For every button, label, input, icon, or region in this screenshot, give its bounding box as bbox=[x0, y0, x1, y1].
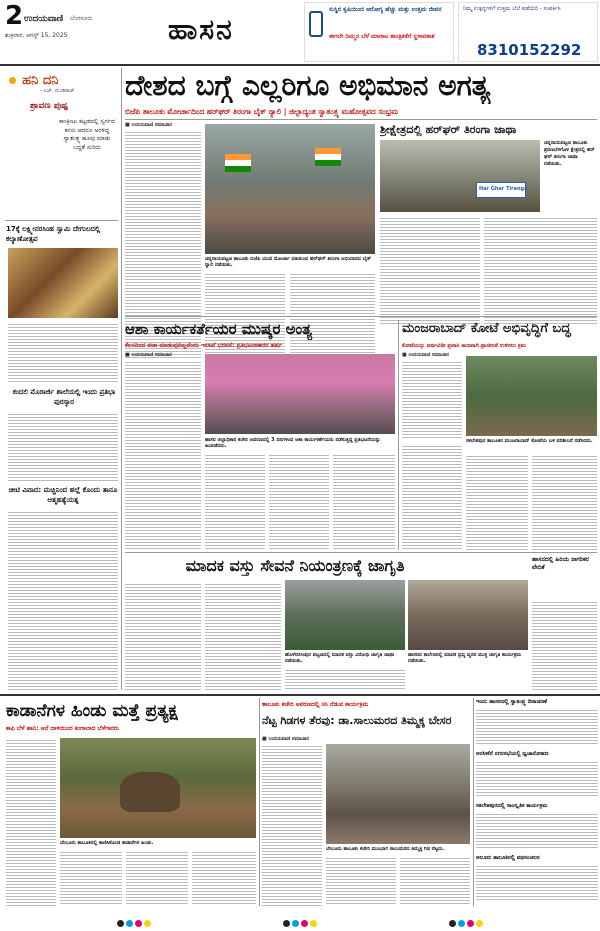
ad-banner-2 bbox=[458, 2, 598, 62]
drugs-text-col2 bbox=[205, 582, 281, 690]
elephant-icon bbox=[120, 772, 180, 812]
lead-photo-caption: ಚನ್ನರಾಯಪಟ್ಟಣ ತಾಲೂಕು ಬಿಜೆಪಿ ಯುವ ಮೋರ್ಚಾ ವತಿಯಿಂದ ಹರ್‌ಘರ್ ತಿರಂಗಾ ಅಭಿಯಾನದ ಬೈಕ್ ರ್‍ಯಾಲಿ ನಡೆಯಿತು. bbox=[205, 256, 371, 268]
manjarabad-text-col3 bbox=[466, 454, 528, 550]
drugs-caption-left: ಹೊಳೆನರಸೀಪುರ ಪಟ್ಟಣದಲ್ಲಿ ಮಾದಕ ವಸ್ತು ವಿರೋಧಿ ಜಾಗೃತಿ ಜಾಥಾ ನಡೆಯಿತು. bbox=[285, 652, 395, 664]
asha-text-col3 bbox=[269, 453, 329, 550]
brief-title: ಆಲೂರು ತಾಲೂಕಿನಲ್ಲಿ ಪಥಸಂಚಲನ bbox=[476, 855, 540, 861]
manjarabad-text-col1 bbox=[402, 360, 462, 440]
elephant-text-col3 bbox=[126, 850, 188, 906]
side-story-photo bbox=[380, 140, 540, 212]
manjarabad-text-col4 bbox=[532, 454, 597, 550]
ad-2-phone: 8310152292 bbox=[477, 41, 582, 59]
phone-icon bbox=[309, 11, 323, 37]
edition-city: ಬೆಂಗಳೂರು bbox=[70, 15, 93, 22]
cmyk-dot-icon bbox=[301, 920, 308, 927]
crime-headline: ಚೀಟಿ ವಿವಾದ: ಮಚ್ಚಿನಿಂದ ಹಲ್ಲೆ ಕೊಂದು ತಾನೂ ಆತ್ಮಹತ್ಯೆಯತ್ನ bbox=[8, 486, 118, 504]
section-title: ಹಾಸನ bbox=[168, 14, 234, 46]
flag-icon-2 bbox=[315, 148, 341, 166]
honey-logo bbox=[8, 70, 118, 86]
masthead-rule bbox=[0, 64, 600, 66]
elephant-photo bbox=[60, 738, 256, 838]
brief-title: ಇಂದು ಹಾಸನದಲ್ಲಿ ಸ್ವಾತಂತ್ರ್ಯ ದಿನಾಚರಣೆ bbox=[476, 699, 548, 705]
ad-1-highlight: ಈಗಲೇ ದಿಮ್ಮನ ಬೆಳೆ ಮಾರಾಟ ತಾಂತ್ರಿಕತೆಗೆ ಸ್ಥಳಾವಕಾಶ bbox=[329, 33, 435, 40]
ad-1-text: ಸುಸ್ಥಿರ ಕೃಷಿಯಿಂದ ಆರೋಗ್ಯ ಹೆಚ್ಚು ಮತ್ತು ಉತ್ತಮ ಜೀವನ bbox=[329, 6, 442, 13]
honey-rule bbox=[5, 220, 118, 221]
cmyk-dot-icon bbox=[126, 920, 133, 927]
elephant-text-col1 bbox=[6, 738, 56, 906]
elephant-text-col2 bbox=[60, 850, 122, 906]
side-story-headline: ಶ್ರೀಕ್ಷೇತ್ರದಲ್ಲಿ ಹರ್‌ಘರ್ ತಿರಂಗಾ ಜಾಥಾ bbox=[380, 123, 517, 136]
paper-name: ಉದಯವಾಣಿ bbox=[24, 14, 64, 24]
brief-title: ಅರಸೀಕೆರೆ ನಗರಸಭೆಯಲ್ಲಿ ಧ್ವಜಾರೋಹಣ bbox=[476, 751, 549, 757]
drugs-text-col1 bbox=[125, 582, 201, 690]
lead-byline: ■ ಉದಯವಾಣಿ ಸಮಾಚಾರ bbox=[125, 122, 172, 128]
poem-title: ಶ್ರಾವಣ ಪುಷ್ಪ bbox=[30, 101, 68, 111]
manjarabad-photo bbox=[466, 356, 597, 436]
drugs-photo-left bbox=[285, 580, 405, 650]
side-story-text-1 bbox=[380, 216, 480, 326]
tree-briefs-rule bbox=[473, 698, 474, 906]
elephant-text-col4 bbox=[192, 850, 256, 906]
lead-photo bbox=[205, 124, 375, 254]
lead-subhead-rule bbox=[125, 119, 597, 120]
lead-bottom-rule bbox=[125, 316, 597, 317]
manjarabad-headline: ಮಂಜರಾಬಾದ್ ಕೋಟೆ ಅಭಿವೃದ್ಧಿಗೆ ಬದ್ಧ bbox=[402, 321, 571, 336]
asha-subhead: ಕೆಲಸದಿಂದ ವಜಾ ಮಾಡುವುದಿಲ್ಲವೆಂದು ಇಲಾಖೆ ಭರವಸೆ: ಪ್ರತಿಭಟನಾಕಾರರ ಹರ್ಷ bbox=[125, 342, 282, 349]
honey-author: - ಎಚ್. ದುಂಡಿರಾಜ್ bbox=[40, 88, 75, 94]
poem-text: ಕಾಂಕ್ರೀಟು ಕಟ್ಟಡದಲ್ಲಿ ಸ್ವರ್ಗದ ಕನಸು ಆದರೂ ಅರಳಿದ್ದ ಸ್ವಾತಂತ್ರ್ಯ ಹೂವು ಮಾಡು ಬದ್ಧತೆ ಸುರಿದು bbox=[59, 118, 115, 151]
asha-text-col1 bbox=[125, 360, 201, 550]
side-story-caption: ಚನ್ನರಾಯಪಟ್ಟಣ ತಾಲೂಕು ಶ್ರವಣಬೆಳಗೊಳ ಕ್ಷೇತ್ರದಲ್ಲಿ ಹರ್ ಘರ್ ತಿರಂಗಾ ಜಾಥಾ ನಡೆಯಿತು. bbox=[544, 140, 595, 167]
cmyk-dot-icon bbox=[283, 920, 290, 927]
tree-text-col3 bbox=[400, 856, 470, 906]
temple-headline: 17ಕ್ಕೆ ಲಕ್ಷ್ಮೀನರಸಿಂಹ ಸ್ವಾಮಿ ದೇಗುಲದಲ್ಲಿ ಕಲ್ಯಾಣೋತ್ಸವ bbox=[6, 225, 101, 243]
honey-logo-text: ಹನಿ ದನಿ bbox=[22, 73, 59, 88]
temple-story-text bbox=[8, 322, 118, 384]
elephant-headline: ಕಾಡಾನೆಗಳ ಹಿಂಡು ಮತ್ತೆ ಪ್ರತ್ಯಕ್ಷ bbox=[6, 701, 178, 721]
tiranga-banner bbox=[476, 182, 526, 198]
brief-text bbox=[476, 812, 598, 848]
elephant-subhead: ಕಾಫಿ ಬೆಳೆ ಹಾನಿ: ಆನೆ ದಾಳಿಯಿಂದ ಕಂಗಾಲಾದ ಬೆಳೆಗಾರರು bbox=[6, 725, 119, 732]
manjarabad-subhead: ಕೋಟೆಯನ್ನು ವರ್ಷವಿಡೀ ಪ್ರವಾಸಿ ತಾಣವಾಗಿ ಪ್ರಾಚೀನತೆ ಉಳಿಸಲು ಕ್ರಮ bbox=[402, 343, 526, 349]
brief-title: ಸಕಲೇಶಪುರದಲ್ಲಿ ಸಾಂಸ್ಕೃತಿಕ ಕಾರ್ಯಕ್ರಮ bbox=[476, 803, 548, 809]
brief-text bbox=[476, 864, 598, 900]
asha-caption: ಹಾಸನ ಜಿಲ್ಲಾಧಿಕಾರಿ ಕಚೇರಿ ಆವರಣದಲ್ಲಿ 3 ದಿನಗಳಿಂದ ಆಶಾ ಕಾರ್ಯಕರ್ತೆಯರು ನಡೆಸುತ್ತಿದ್ದ ಪ್ರತಿಭಟನೆಯನ್ನು ಹಿಂಪಡೆದರು. bbox=[205, 437, 381, 449]
cmyk-dot-icon bbox=[467, 920, 474, 927]
masthead bbox=[0, 0, 600, 64]
asha-manjarabad-rule bbox=[398, 320, 399, 550]
school-headline: ಕಂದಲಿ ಮೊರಾರ್ಜಿ ಶಾಲೆಯಲ್ಲಿ ಇಂದು ಪ್ರತಿಭಾ ಪುರಸ್ಕಾರ bbox=[12, 388, 116, 406]
drugs-headline: ಮಾದಕ ವಸ್ತು ಸೇವನೆ ನಿಯಂತ್ರಣಕ್ಕೆ ಜಾಗೃತಿ bbox=[185, 556, 405, 575]
brief-item bbox=[476, 854, 598, 906]
drugs-photo-right bbox=[408, 580, 528, 650]
asha-text-col2 bbox=[205, 453, 265, 550]
cmyk-dot-icon bbox=[310, 920, 317, 927]
tree-text-col1 bbox=[262, 744, 322, 906]
flag-icon bbox=[225, 154, 251, 172]
ad-banner-1 bbox=[304, 2, 454, 62]
tree-caption: ಬೇಲೂರು ತಾಲೂಕು ಕಚೇರಿ ಮುಂಭಾಗ ಸಾಲುಮರದ ತಿಮ್ಮಕ್ಕ ಗಿಡ ನೆಟ್ಟರು. bbox=[326, 846, 445, 852]
cmyk-dot-icon bbox=[135, 920, 142, 927]
brief-text bbox=[476, 708, 598, 744]
side-story-text-2 bbox=[484, 216, 597, 326]
cmyk-dot-icon bbox=[144, 920, 151, 927]
lead-subhead: ಬಿಜೆಪಿ ತಾಲೂಕು ಮೋರ್ಚಾದಿಂದ ಹರ್‌ಘರ್ ತಿರಂಗಾ ಬೈಕ್ ರ್‍ಯಾಲಿ | ಜಿಲ್ಲಾದ್ಯಂತ ಸ್ವಾತಂತ್ರ್ಯ ಮಹೋತ್ಸವದ ಸಂಭ್ರಮ bbox=[125, 107, 399, 116]
brief-text bbox=[476, 760, 598, 796]
tree-photo bbox=[326, 744, 470, 844]
drugs-side-text bbox=[532, 600, 597, 690]
tree-byline: ■ ಉದಯವಾಣಿ ಸಮಾಚಾರ bbox=[262, 736, 309, 742]
tiranga-banner-text: Har Ghar Tiranga bbox=[479, 186, 528, 192]
tree-kicker: ತಾಲೂಕು ಕಚೇರಿ ಆವರಣದಲ್ಲಿ ಸಸಿ ನೆಡುವ ಕಾರ್ಯಕ್ರಮ bbox=[262, 701, 369, 708]
tree-headline: ನೆಟ್ಟ ಗಿಡಗಳ ತೆರವು: ಡಾ.ಸಾಲುಮರದ ತಿಮ್ಮಕ್ಕ ಬೇಸರ bbox=[262, 714, 452, 727]
tree-text-col2 bbox=[326, 856, 396, 906]
cmyk-dot-icon bbox=[292, 920, 299, 927]
elephant-caption: ಬೇಲೂರು ತಾಲೂಕಿನಲ್ಲಿ ಕಾಣಿಸಿಕೊಂಡ ಕಾಡಾನೆಗಳ ಹಿಂಡು. bbox=[60, 840, 154, 846]
registration-marks bbox=[0, 912, 600, 926]
school-story-text bbox=[8, 412, 118, 482]
elephant-tree-rule bbox=[259, 698, 260, 906]
lead-headline: ದೇಶದ ಬಗ್ಗೆ ಎಲ್ಲರಿಗೂ ಅಭಿಮಾನ ಅಗತ್ಯ bbox=[125, 69, 491, 102]
cmyk-dot-icon bbox=[458, 920, 465, 927]
asha-text-col4 bbox=[333, 453, 395, 550]
cmyk-dot-icon bbox=[476, 920, 483, 927]
ad-2-text: ನಿಮ್ಮ ಉತ್ಪನ್ನಗಳಿಗೆ ಉತ್ತಮ ಬೆಲೆ ಪಡೆಯಿರಿ - ಸಂಪರ್ಕಿಸಿ bbox=[463, 6, 561, 12]
issue-date: ಶುಕ್ರವಾರ, ಆಗಸ್ಟ್ 15, 2025 bbox=[5, 32, 68, 39]
page-number: 2 bbox=[5, 2, 24, 30]
brief-item bbox=[476, 750, 598, 802]
asha-photo bbox=[205, 354, 395, 434]
crime-story-text bbox=[8, 510, 118, 690]
manjarabad-text-col2 bbox=[402, 444, 462, 550]
briefs-column bbox=[476, 698, 598, 906]
cmyk-dot-icon bbox=[117, 920, 124, 927]
left-column-rule bbox=[121, 68, 122, 690]
manjarabad-caption: ಸಕಲೇಶಪುರ ತಾಲೂಕಿನ ಮಂಜರಾಬಾದ್ ಕೋಟೆಯ ಬಳಿ ಪರಿಶೀಲನೆ ನಡೆಸಿದರು. bbox=[466, 438, 593, 444]
asha-headline: ಆಶಾ ಕಾರ್ಯಕರ್ತೆಯರ ಮುಷ್ಕರ ಅಂತ್ಯ bbox=[125, 320, 313, 338]
brief-item bbox=[476, 698, 598, 750]
manjarabad-byline: ■ ಉದಯವಾಣಿ ಸಮಾಚಾರ bbox=[402, 352, 449, 358]
honey-drop-icon bbox=[9, 77, 16, 84]
cmyk-dot-icon bbox=[449, 920, 456, 927]
brief-item bbox=[476, 802, 598, 854]
drugs-side-title: ಹಾಸನದಲ್ಲಿ ಹಿರಿಯ ನಾಗರಿಕರ ವೇದಿಕೆ bbox=[532, 556, 589, 571]
drugs-text-col3 bbox=[285, 668, 405, 690]
mid-rule bbox=[125, 552, 597, 553]
asha-byline: ■ ಉದಯವಾಣಿ ಸಮಾಚಾರ bbox=[125, 352, 172, 358]
lower-rule bbox=[0, 694, 600, 696]
temple-photo bbox=[8, 248, 118, 318]
drugs-caption-right: ಹಾಸನದ ಕಾಲೇಜಿನಲ್ಲಿ ಮಾದಕ ದ್ರವ್ಯ ವ್ಯಸನ ಮುಕ್ತ ಜಾಗೃತಿ ಕಾರ್ಯಕ್ರಮ ನಡೆಯಿತು. bbox=[408, 652, 522, 664]
